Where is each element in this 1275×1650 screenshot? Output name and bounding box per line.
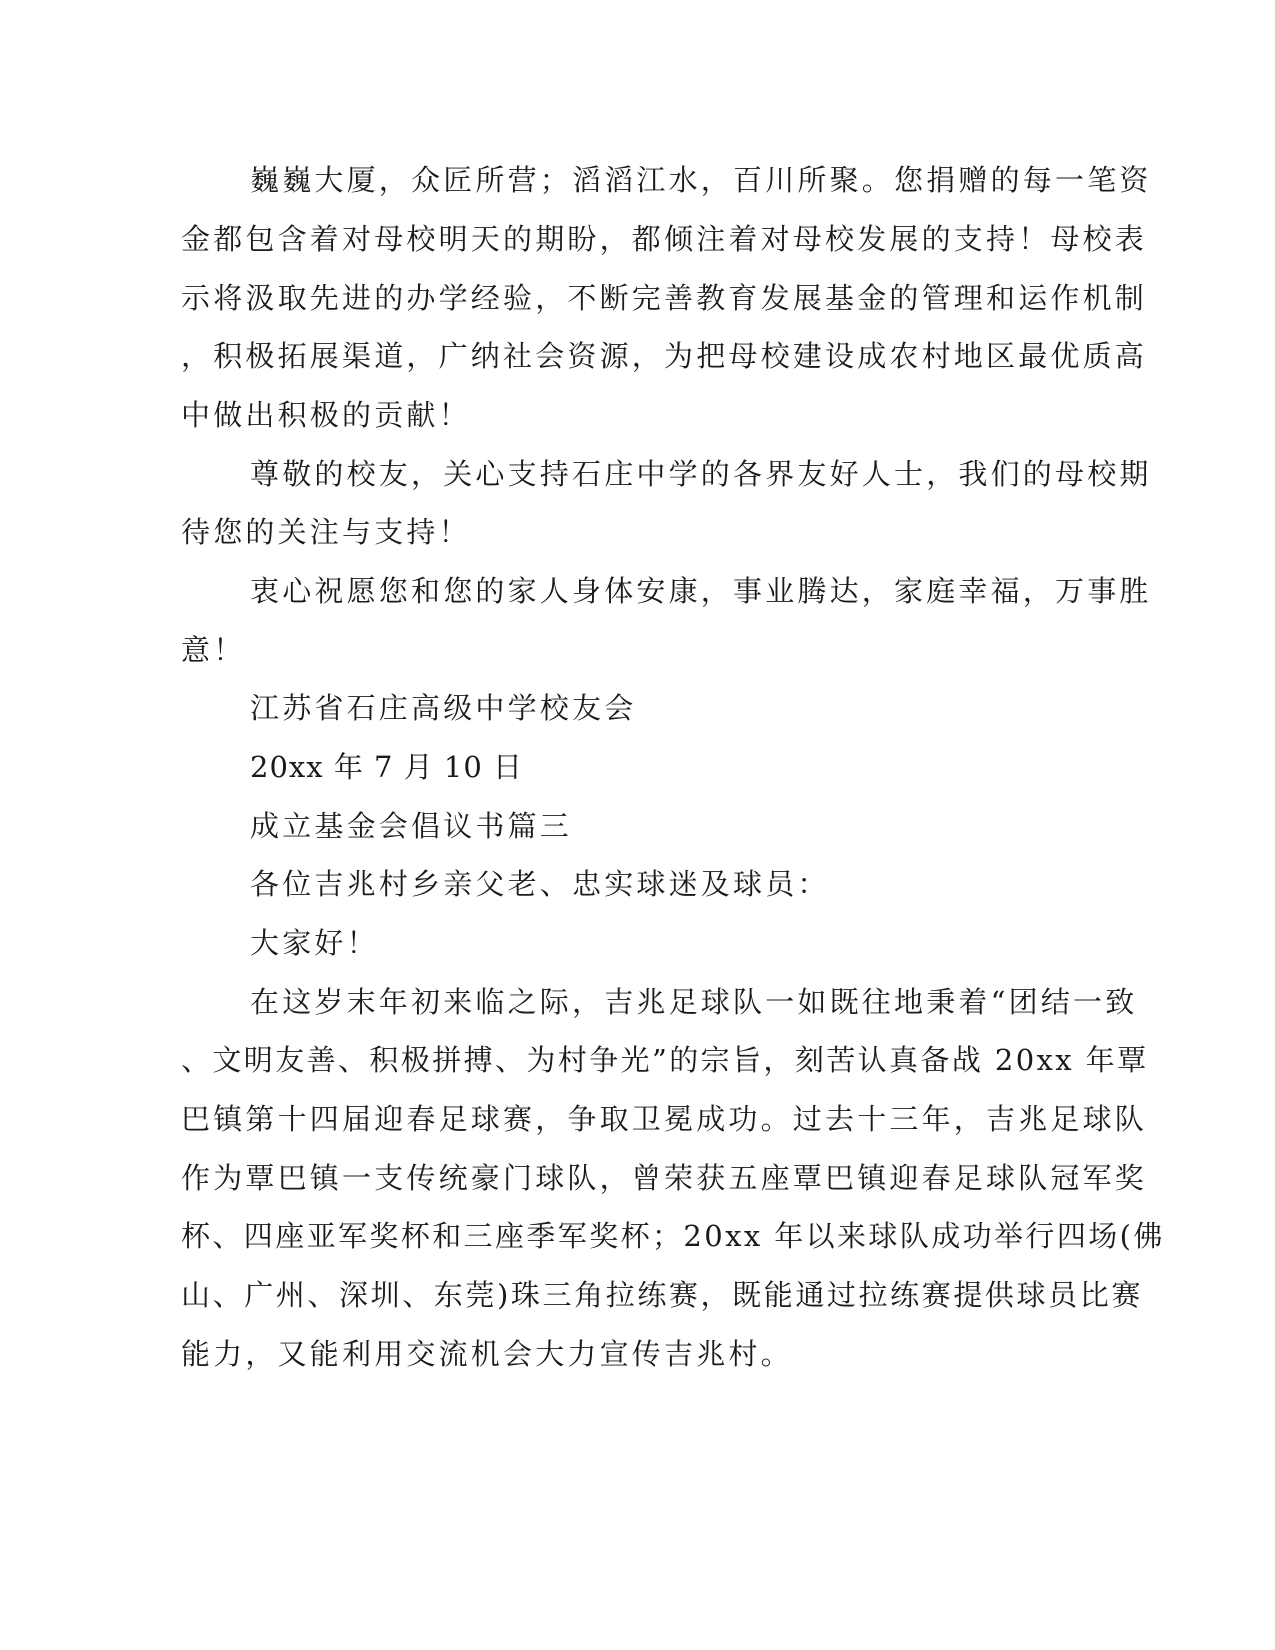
text-line: 巍巍大厦，众匠所营；滔滔江水，百川所聚。您捐赠的每一笔资 xyxy=(250,163,1152,197)
text-line: 能力，又能利用交流机会大力宣传吉兆村。 xyxy=(181,1337,793,1371)
text-line: 意！ xyxy=(181,633,246,667)
text-line: 巴镇第十四届迎春足球赛，争取卫冕成功。过去十三年，吉兆足球队 xyxy=(181,1102,1148,1136)
text-line: 、文明友善、积极拼搏、为村争光”的宗旨，刻苦认真备战 20xx 年覃 xyxy=(181,1043,1149,1077)
greeting-line: 大家好！ xyxy=(250,926,379,960)
date-line: 20xx 年 7 月 10 日 xyxy=(250,750,524,784)
text-line: 示将汲取先进的办学经验，不断完善教育发展基金的管理和运作机制 xyxy=(181,281,1148,315)
text-line: 杯、四座亚军奖杯和三座季军奖杯；20xx 年以来球队成功举行四场(佛 xyxy=(181,1219,1165,1253)
text-line: 在这岁末年初来临之际，吉兆足球队一如既往地秉着“团结一致 xyxy=(250,985,1138,1019)
text-line: 山、广州、深圳、东莞)珠三角拉练赛，既能通过拉练赛提供球员比赛 xyxy=(181,1278,1143,1312)
text-line: 尊敬的校友，关心支持石庄中学的各界友好人士，我们的母校期 xyxy=(250,457,1152,491)
section-title: 成立基金会倡议书篇三 xyxy=(250,809,573,843)
text-line: 衷心祝愿您和您的家人身体安康，事业腾达，家庭幸福，万事胜 xyxy=(250,574,1152,608)
text-line: ，积极拓展渠道，广纳社会资源，为把母校建设成农村地区最优质高 xyxy=(181,339,1148,373)
text-line: 中做出积极的贡献！ xyxy=(181,398,471,432)
signature-line: 江苏省石庄高级中学校友会 xyxy=(250,691,637,725)
salutation-line: 各位吉兆村乡亲父老、忠实球迷及球员： xyxy=(250,867,830,901)
text-line: 金都包含着对母校明天的期盼，都倾注着对母校发展的支持！母校表 xyxy=(181,222,1148,256)
text-line: 待您的关注与支持！ xyxy=(181,515,471,549)
text-line: 作为覃巴镇一支传统豪门球队，曾荣获五座覃巴镇迎春足球队冠军奖 xyxy=(181,1161,1148,1195)
